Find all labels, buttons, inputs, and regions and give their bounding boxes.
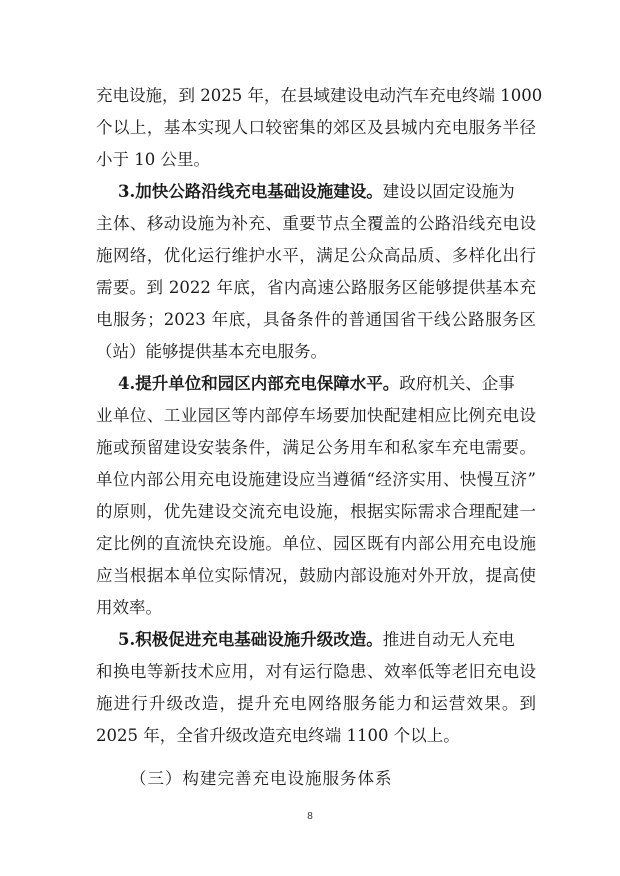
body-line-7 — [96, 272, 536, 304]
body-text: 建设以固定设施为 — [382, 182, 515, 201]
body-text: 用效率。 — [96, 598, 162, 617]
body-text: 政府机关、企事 — [399, 374, 515, 393]
item-5-heading: 5.积极促进充电基础设施升级改造。 — [118, 630, 383, 649]
item-3-heading-line — [118, 176, 536, 208]
body-line-6 — [96, 240, 536, 272]
body-text: 施或预留建设安装条件，满足公务用车和私家车充电需要。 — [96, 438, 536, 457]
body-text: （站）能够提供基本充电服务。 — [96, 342, 327, 361]
body-text: 单位内部公用充电设施建设应当遵循“经济实用、快慢互济” — [96, 470, 536, 489]
body-line-12 — [96, 432, 536, 464]
body-text: 和换电等新技术应用，对有运行隐患、效率低等老旧充电设 — [96, 662, 536, 681]
body-text: 小于 10 公里。 — [96, 150, 210, 169]
body-text: 推进自动无人充电 — [382, 630, 515, 649]
body-line-14 — [96, 496, 536, 528]
body-text: 定比例的直流快充设施。单位、园区既有内部公用充电设施 — [96, 534, 536, 553]
body-text: 业单位、工业园区等内部停车场要加快配建相应比例充电设 — [96, 406, 536, 425]
body-text: 2025 年，全省升级改造充电终端 1100 个以上。 — [96, 726, 460, 745]
body-text: 施网络，优化运行维护水平，满足公众高品质、多样化出行 — [96, 246, 536, 265]
body-line-3 — [96, 144, 536, 176]
body-text: 的原则，优先建设交流充电设施，根据实际需求合理配建一 — [96, 502, 536, 521]
body-line-13 — [96, 464, 536, 496]
item-3-heading: 3.加快公路沿线充电基础设施建设。 — [118, 182, 383, 201]
body-text: 应当根据本单位实际情况，鼓励内部设施对外开放，提高使 — [96, 566, 536, 585]
body-text: 个以上，基本实现人口较密集的郊区及县城内充电服务半径 — [96, 118, 536, 137]
body-line-19 — [96, 656, 536, 688]
body-line-11 — [96, 400, 536, 432]
body-line-1 — [96, 80, 543, 112]
body-line-15 — [96, 528, 536, 560]
body-text: 电服务；2023 年底，具备条件的普通国省干线公路服务区 — [96, 310, 536, 329]
body-text: 施进行升级改造，提升充电网络服务能力和运营效果。到 — [96, 694, 536, 713]
body-line-21 — [96, 720, 536, 752]
body-text: 主体、移动设施为补充、重要节点全覆盖的公路沿线充电设 — [96, 214, 536, 233]
body-line-5 — [96, 208, 536, 240]
body-line-16 — [96, 560, 536, 592]
body-line-20 — [96, 688, 536, 720]
item-4-heading-line — [118, 368, 536, 400]
body-line-17 — [96, 592, 536, 624]
item-4-heading: 4.提升单位和园区内部充电保障水平。 — [118, 374, 400, 393]
body-text: 充电设施，到 2025 年，在县域建设电动汽车充电终端 1000 — [96, 86, 543, 105]
body-line-2 — [96, 112, 536, 144]
page-number: 8 — [307, 811, 313, 822]
section-heading: （三）构建完善充电设施服务体系 — [130, 769, 393, 788]
body-text: 需要。到 2022 年底，省内高速公路服务区能够提供基本充 — [96, 278, 536, 297]
body-line-8 — [96, 304, 536, 336]
item-5-heading-line — [118, 624, 536, 656]
body-line-9 — [96, 336, 536, 368]
